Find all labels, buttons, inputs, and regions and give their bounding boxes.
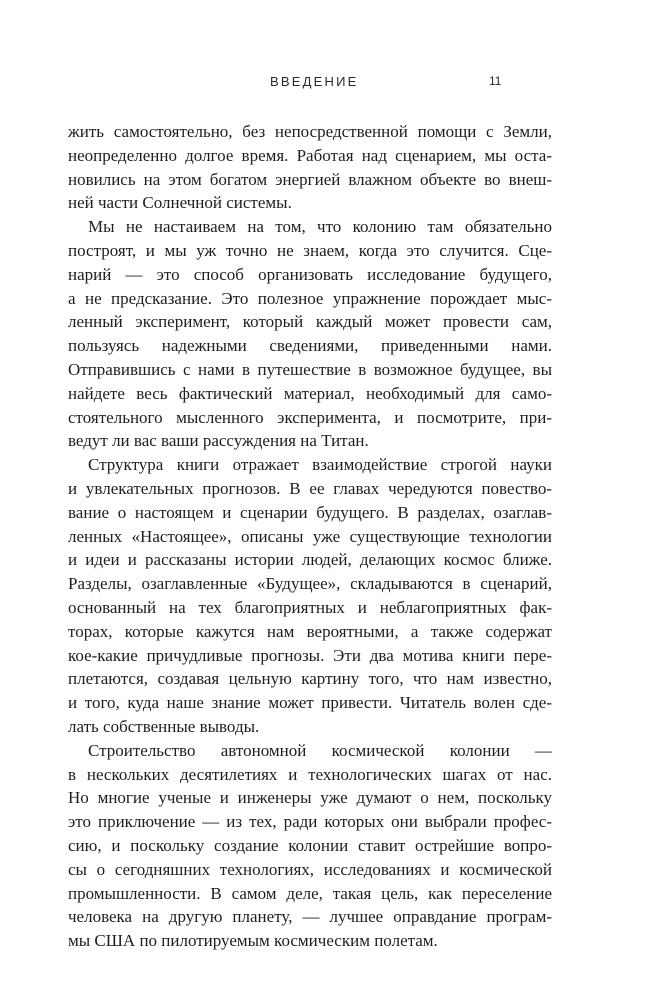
text-line: кое-какие причудливые прогнозы. Эти два мотива книги пере- [68, 645, 552, 665]
text-line: неопределенно долгое время. Работая над сценарием, мы оста- [68, 145, 552, 165]
text-line: пользуясь надежными сведениями, приведенными нами. [68, 336, 552, 356]
text-line: Отправившись с нами в путешествие в возможное будущее, вы [68, 359, 552, 379]
text-line: промышленности. В самом деле, такая цель, как переселение [68, 883, 552, 903]
text-line: ней части Солнечной системы. [68, 193, 292, 213]
text-line: ленных «Настоящее», описаны уже существующие технологии [68, 526, 552, 546]
text-line: новились на этом богатом энергией влажном объекте во внеш- [68, 169, 552, 189]
text-line: вание о настоящем и сценарии будущего. В разделах, озаглав- [68, 502, 552, 522]
text-line: Мы не настаиваем на том, что колонию там обязательно [88, 217, 552, 237]
text-line: нарий — это способ организовать исследование будущего, [68, 264, 552, 284]
text-line: мы США по пилотируемым космическим полетам. [68, 931, 438, 951]
text-line: сы о сегодняшних технологиях, исследованиях и космической [68, 859, 552, 879]
text-line: Структура книги отражает взаимодействие строгой науки [88, 455, 552, 475]
text-line: сию, и поскольку создание колонии ставит острейшие вопро- [68, 835, 552, 855]
text-line: и того, куда наше знание может привести. Читатель волен сде- [68, 693, 552, 713]
text-line: и увлекательных прогнозов. В ее главах чередуются повество- [68, 478, 552, 498]
text-line: найдете весь фактический материал, необходимый для само- [68, 383, 552, 403]
text-line: Но многие ученые и инженеры уже думают о нем, поскольку [68, 788, 552, 808]
text-line: ведут ли вас ваши рассуждения на Титан. [68, 431, 369, 451]
text-line: в нескольких десятилетиях и технологических шагах от нас. [68, 764, 552, 784]
text-line: это приключение — из тех, ради которых они выбрали профес- [68, 812, 552, 832]
text-line: построят, и мы уж точно не знаем, когда это случится. Сце- [68, 240, 552, 260]
text-line: стоятельного мысленного эксперимента, и посмотрите, при- [68, 407, 552, 427]
chapter-title: ВВЕДЕНИЕ [270, 74, 359, 89]
text-line: а не предсказание. Это полезное упражнение порождает мыс- [68, 288, 552, 308]
text-line: плетаются, создавая цельную картину того, что нам известно, [68, 669, 552, 689]
text-line: человека на другую планету, — лучшее оправдание програм- [68, 907, 552, 927]
text-line: Разделы, озаглавленные «Будущее», складываются в сценарий, [68, 574, 552, 594]
text-line: ленный эксперимент, который каждый может провести сам, [68, 312, 552, 332]
text-line: торах, которые кажутся нам вероятными, а также содержат [68, 621, 552, 641]
text-line: лать собственные выводы. [68, 716, 260, 736]
body-text [68, 120, 552, 953]
text-line: Строительство автономной космической колонии — [88, 740, 552, 760]
running-head [0, 74, 664, 94]
text-line: жить самостоятельно, без непосредственной помощи с Земли, [68, 122, 552, 141]
text-line: и идеи и рассказаны истории людей, делающих космос ближе. [68, 550, 552, 570]
text-line: основанный на тех благоприятных и неблагоприятных фак- [68, 597, 552, 617]
page-number: 11 [489, 74, 502, 88]
